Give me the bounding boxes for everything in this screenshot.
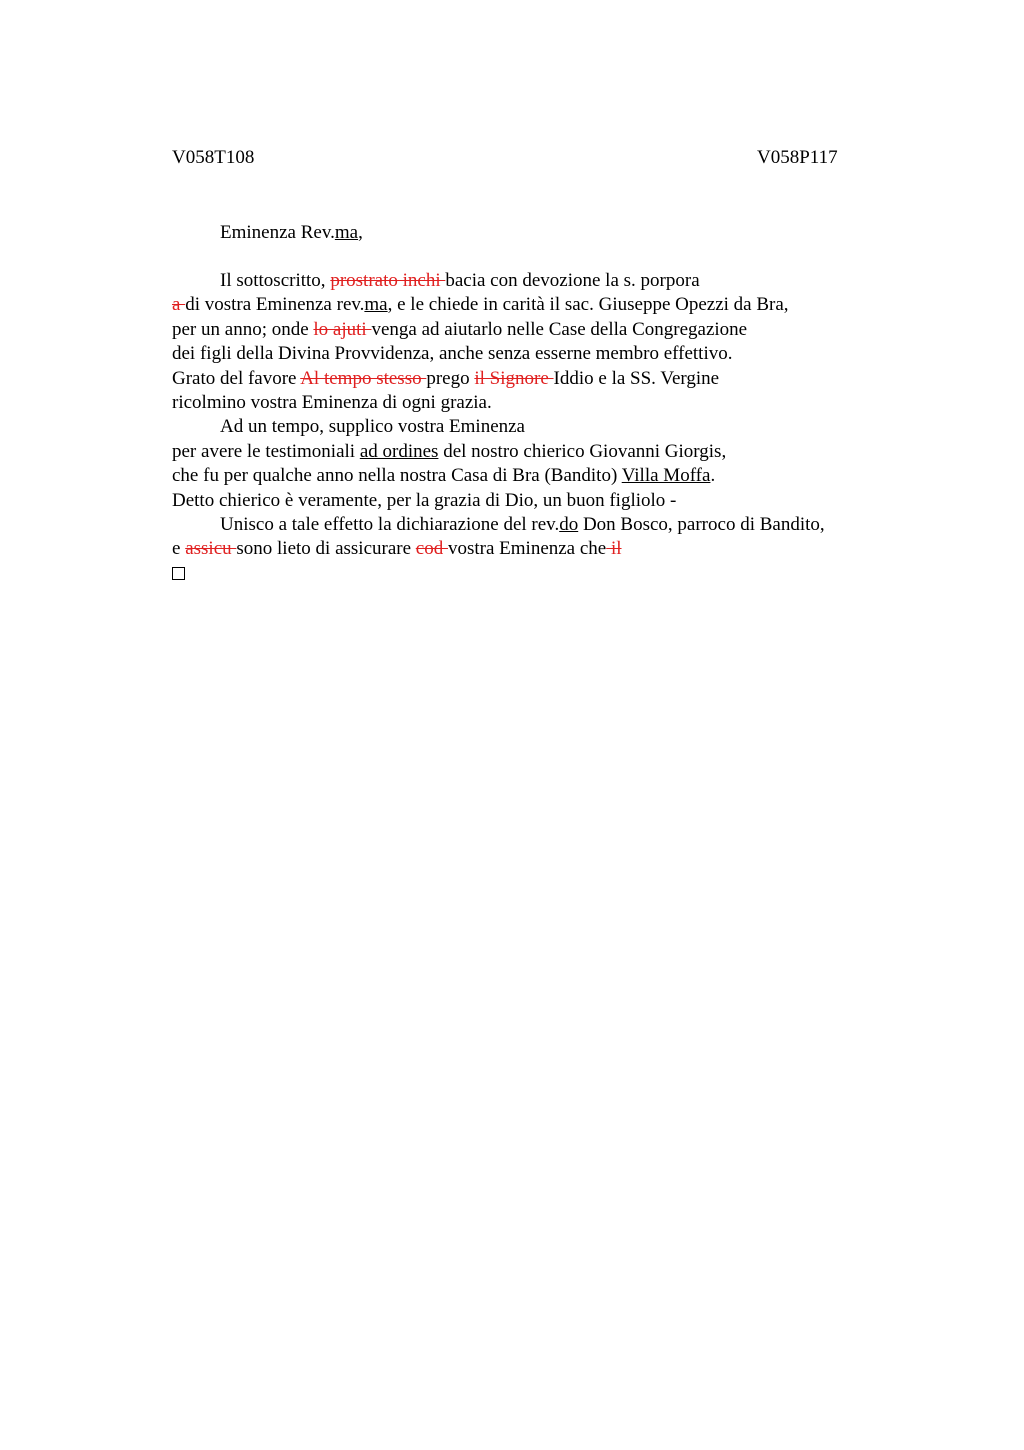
text: dei figli della Divina Provvidenza, anche senza esserne membro effettivo. xyxy=(172,343,733,365)
text: Unisco a tale effetto la dichiarazione del rev. xyxy=(220,513,560,535)
deleted-text: il xyxy=(606,538,622,560)
underlined-text: do xyxy=(559,513,579,535)
checkbox-icon xyxy=(172,567,185,580)
text-line xyxy=(172,293,932,317)
text: ricolmino vostra Eminenza di ogni grazia. xyxy=(172,391,492,413)
text: vostra Eminenza che xyxy=(447,538,607,560)
text-line xyxy=(172,367,932,391)
text-line xyxy=(172,562,932,586)
underlined-text: Villa Moffa xyxy=(621,465,711,487)
text: , e le chiede in carità il sac. Giuseppe Opezzi da Bra, xyxy=(387,294,789,316)
text-line xyxy=(172,269,932,293)
letter-body xyxy=(172,269,932,586)
text: Ad un tempo, supplico vostra Eminenza xyxy=(220,416,525,438)
salutation xyxy=(220,221,363,245)
text-line xyxy=(172,391,932,415)
text: Il sottoscritto, xyxy=(220,270,331,291)
text-line xyxy=(172,537,932,561)
underlined-text: ma xyxy=(364,294,388,316)
text: . xyxy=(710,465,716,487)
deleted-text: Al tempo stesso xyxy=(300,367,427,389)
salutation-text: Eminenza Rev. xyxy=(220,222,335,243)
text: per un anno; onde xyxy=(172,318,314,340)
text-line xyxy=(172,464,932,488)
text-line xyxy=(172,489,932,513)
deleted-text: lo ajuti xyxy=(313,318,372,340)
text-line xyxy=(172,415,932,439)
text: di vostra Eminenza rev. xyxy=(185,294,365,316)
text: bacia con devozione la s. porpora xyxy=(445,270,700,291)
text: Iddio e la SS. Vergine xyxy=(553,367,720,389)
text-line xyxy=(172,318,932,342)
text-line xyxy=(172,342,932,366)
text-line xyxy=(172,440,932,464)
header-right-code: V058P117 xyxy=(757,147,838,168)
underlined-text: ad ordines xyxy=(359,440,439,462)
deleted-text: prostrato inchi xyxy=(330,270,446,291)
header-left-code: V058T108 xyxy=(172,147,255,168)
salutation-punct: , xyxy=(358,222,363,243)
text: Detto chierico è veramente, per la grazia di Dio, un buon figliolo - xyxy=(172,489,677,511)
text: e xyxy=(172,538,186,560)
text: Grato del favore xyxy=(172,367,301,389)
text: per avere le testimoniali xyxy=(172,440,360,462)
salutation-abbrev: ma xyxy=(334,222,359,243)
deleted-text: a xyxy=(172,294,186,316)
deleted-text: cod xyxy=(415,538,448,560)
deleted-text: assicu xyxy=(185,538,237,560)
text-line xyxy=(172,513,932,537)
deleted-text: il Signore xyxy=(474,367,554,389)
text: sono lieto di assicurare xyxy=(236,538,416,560)
text: venga ad aiutarlo nelle Case della Congregazione xyxy=(371,318,748,340)
text: del nostro chierico Giovanni Giorgis, xyxy=(438,440,727,462)
text: Don Bosco, parroco di Bandito, xyxy=(578,513,825,535)
text: prego xyxy=(426,367,475,389)
text: che fu per qualche anno nella nostra Casa di Bra (Bandito) xyxy=(172,465,622,487)
